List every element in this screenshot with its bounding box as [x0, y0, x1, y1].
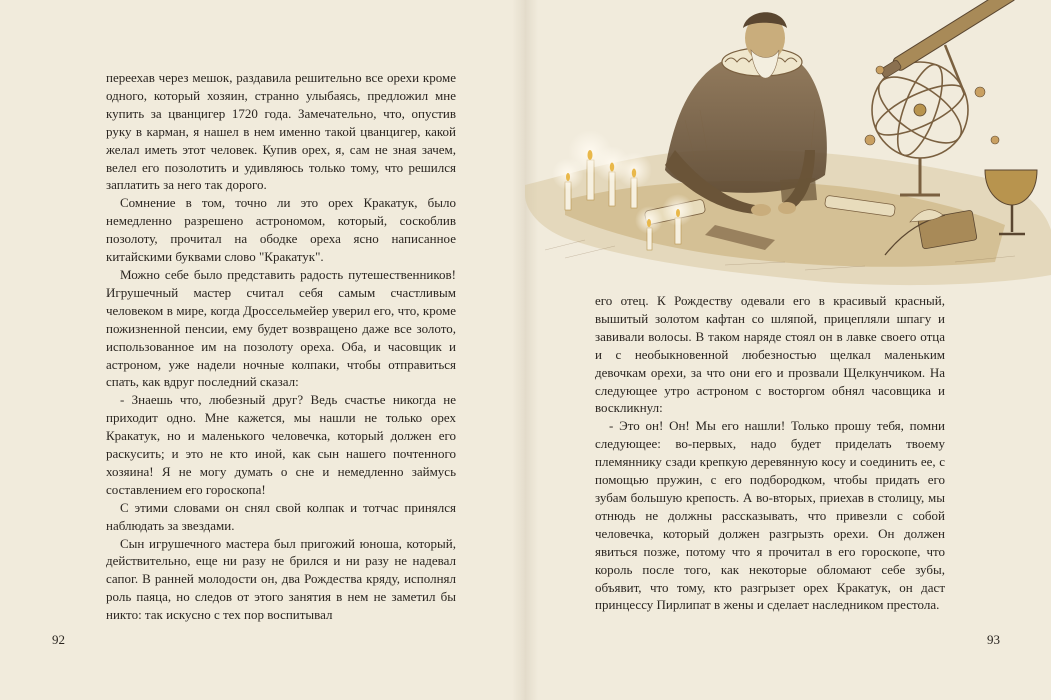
paragraph: его отец. К Рождеству одевали его в красивый красный, вышитый золотом кафтан со шляпой, прицепляли шпагу и завивали волосы. В таком наряде стоял он в лавке своего отца и с необыкновенной любезностью щелкал маленьким девочкам орехи, за что они его и прозвали Щелкунчиком. На следующее утро астроном с восторгом обнял часовщика и воскликнул:: [595, 293, 945, 416]
paragraph: - Это он! Он! Мы его нашли! Только прошу тебя, помни следующее: во-первых, надо будет приделать твоему племяннику сзади крепкую деревянную косу и соединить ее, с помощью пружин, с его подбородком, чтобы придать его зубам большую крепость. А во-вторых, приехав в столицу, мы отнюдь не должны рассказывать, что привезли с собой человечка, который должен разгрызть орехи. Он должен явиться позже, потому что я прочитал в его гороскопе, что король после того, как некоторые обломают себе зубы, объявит, что тому, кто разгрызет орех Кракатук, он даст принцессу Пирлипат в жены и сделает наследником престола.: [595, 418, 945, 613]
left-page-text: [106, 69, 456, 624]
right-page-text: [595, 292, 945, 614]
page-number-left: 92: [52, 632, 65, 647]
paragraph: С этими словами он снял свой колпак и тотчас принялся наблюдать за звездами.: [106, 499, 456, 533]
paragraph: Можно себе было представить радость путешественников! Игрушечный мастер считал себя самым счастливым человеком в мире, когда Дроссельмейер уверил его, что, кроме пожизненной пенсии, ему будет возвращено даже все золото, использованное им на позолоту ореха. Оба, и часовщик и астроном, уже надели ночные колпаки, чтобы отправиться спать, как вдруг последний сказал:: [106, 266, 456, 390]
astronomer-illustration: [525, 0, 1051, 290]
paragraph: Сын игрушечного мастера был пригожий юноша, который, действительно, еще ни разу не брился и ни разу не надевал сапог. В ранней молодости он, два Рождества кряду, исполнял роль паяца, но следов от этого занятия в нем не заметил бы никто: так искусно с тех пор воспитывал: [106, 535, 456, 623]
paragraph: Сомнение в том, точно ли это орех Кракатук, было немедленно разрешено астрономом, который, соскоблив позолоту, прочитал на ободке ореха ясно написанное китайскими буквами слово "Кракатук".: [106, 195, 456, 265]
paragraph: - Знаешь что, любезный друг? Ведь счастье никогда не приходит одно. Мне кажется, мы нашли не только орех Кракатук, но и маленького человечка, который должен его раскусить; и это не кто иной, как сын нашего почтенного хозяина! Я не могу думать о сне и немедленно займусь составлением его гороскопа!: [106, 392, 456, 497]
paragraph: переехав через мешок, раздавила решительно все орехи кроме одного, который хозяин, странно улыбаясь, предложил мне купить за цванцигер 1720 года. Замечательно, что, опустив руку в карман, я нашел в нем именно такой цванцигер, какой желал иметь этот человек. Купив орех, я, сам не зная зачем, велел его позолотить и удивляюсь только тому, что решился заплатить за него так дорого.: [106, 70, 456, 193]
page-number-right: 93: [987, 632, 1000, 647]
